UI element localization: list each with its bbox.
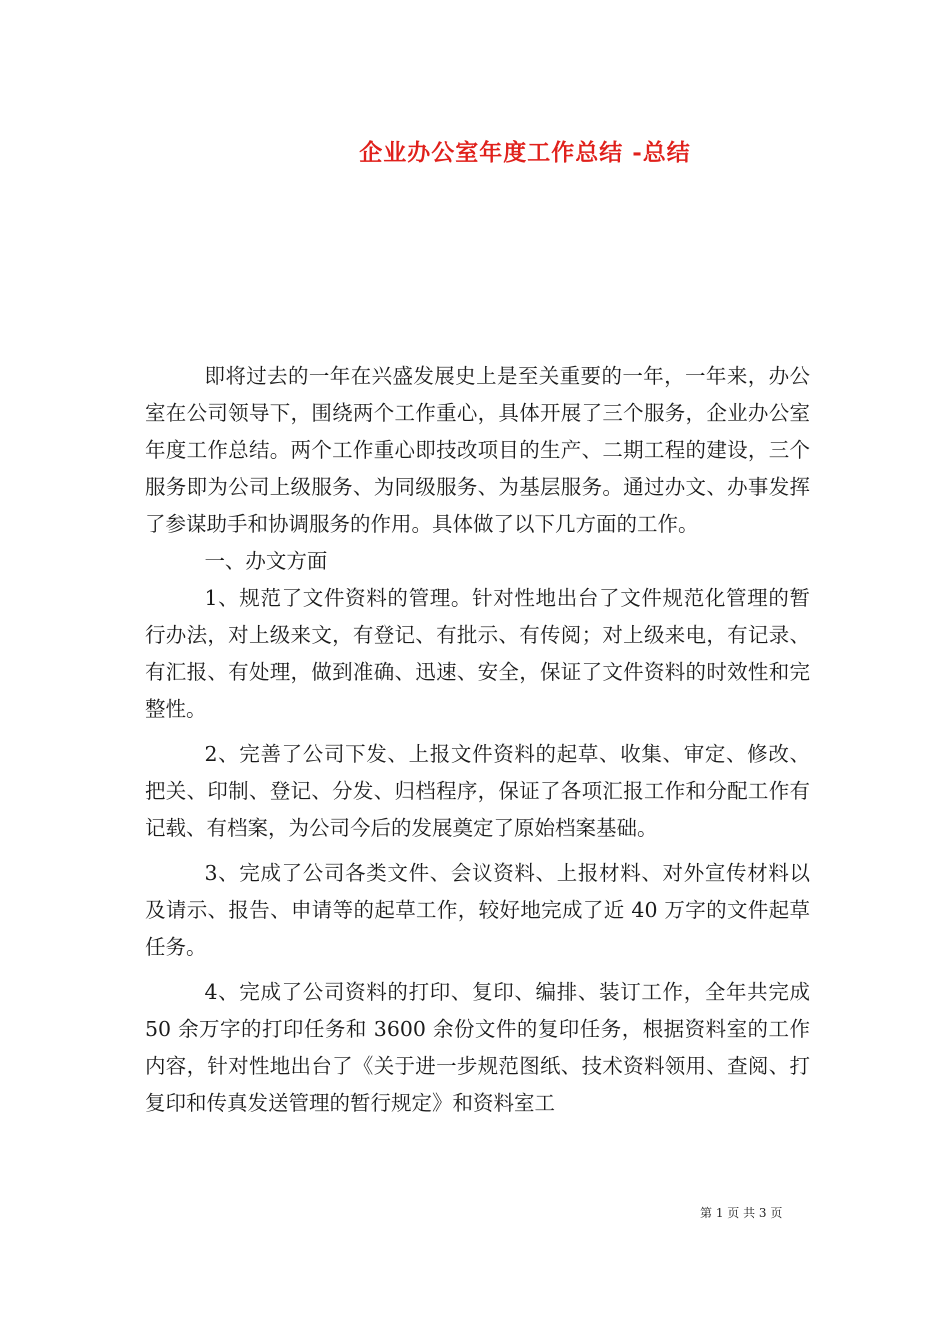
page-number: 第 1 页 共 3 页 — [700, 1206, 783, 1220]
paragraph-item-3: 3、完成了公司各类文件、会议资料、上报材料、对外宣传材料以及请示、报告、申请等的起草工作，较好地完成了近 40 万字的文件起草任务。 — [145, 861, 810, 959]
paragraph-intro: 即将过去的一年在兴盛发展史上是至关重要的一年，一年来，办公室在公司领导下，围绕两个工作重心，具体开展了三个服务，企业办公室年度工作总结。两个工作重心即技改项目的生产、二期工程的建设，三个服务即为公司上级服务、为同级服务、为基层服务。通过办文、办事发挥了参谋助手和协调服务的作用。具体做了以下几方面的工作。 — [145, 364, 810, 536]
paragraph-item-4: 4、完成了公司资料的打印、复印、编排、装订工作，全年共完成 50 余万字的打印任务和 3600 余份文件的复印任务，根据资料室的工作内容，针对性地出台了《关于进一步规范图纸、技术资料领用、查阅、打复印和传真发送管理的暂行规定》和资料室工 — [145, 980, 810, 1115]
document-title: 企业办公室年度工作总结 -总结 — [359, 139, 691, 166]
section-heading: 一、办文方面 — [204, 549, 328, 573]
paragraph-item-2: 2、完善了公司下发、上报文件资料的起草、收集、审定、修改、把关、印制、登记、分发、归档程序，保证了各项汇报工作和分配工作有记载、有档案，为公司今后的发展奠定了原始档案基础。 — [145, 742, 810, 840]
document-body — [145, 358, 810, 1122]
paragraph-item-1: 1、规范了文件资料的管理。针对性地出台了文件规范化管理的暂行办法，对上级来文，有登记、有批示、有传阅；对上级来电，有记录、有汇报、有处理，做到准确、迅速、安全，保证了文件资料的时效性和完整性。 — [145, 586, 810, 721]
